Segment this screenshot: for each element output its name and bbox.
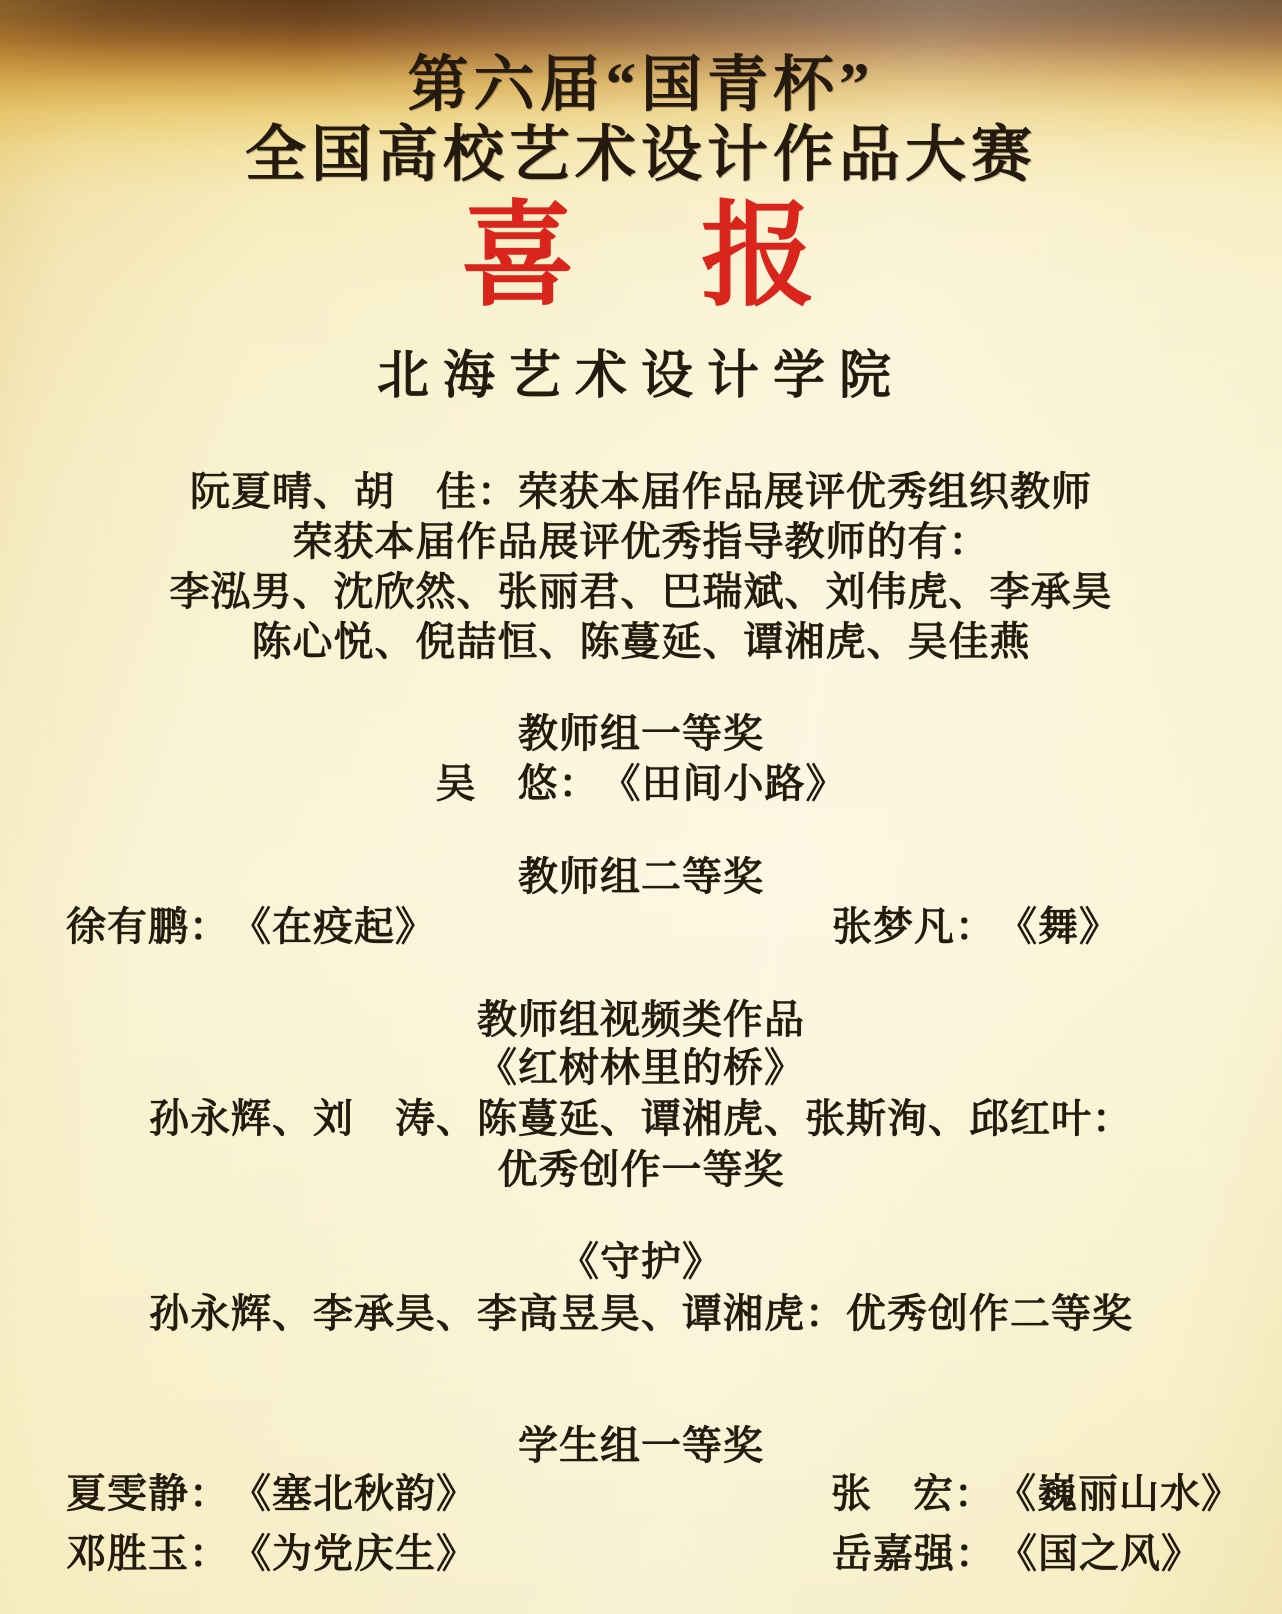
student-first-prize-row-2 xyxy=(0,1532,1282,1576)
competition-title-line-2: 全国高校艺术设计作品大赛 xyxy=(244,122,1037,189)
section-header-teacher-first-prize: 教师组一等奖 xyxy=(518,711,764,756)
student-entry-zhang-hong: 张 宏： 《巍丽山水》 xyxy=(831,1471,1242,1516)
good-news-banner: 喜 报 xyxy=(460,193,821,320)
teacher-second-prize-entry-left: 徐有鹏： 《在疫起》 xyxy=(66,904,436,949)
guidance-teachers-names-row-2: 陈心悦、倪喆恒、陈蔓延、谭湘虎、吴佳燕 xyxy=(251,619,1031,664)
section-header-teacher-second-prize: 教师组二等奖 xyxy=(518,854,764,899)
guidance-teachers-names-row-1: 李泓男、沈欣然、张丽君、巴瑞斌、刘伟虎、李承昊 xyxy=(169,569,1113,614)
video-work-authors: 孙永辉、刘 涛、陈蔓延、谭湘虎、张斯洵、邱红叶： xyxy=(149,1096,1133,1141)
section-header-student-first-prize: 学生组一等奖 xyxy=(518,1423,764,1468)
guardian-authors-award-second: 孙永辉、李承昊、李高昱昊、谭湘虎：优秀创作二等奖 xyxy=(149,1291,1133,1336)
video-work-title-mangrove-bridge: 《红树林里的桥》 xyxy=(477,1045,805,1090)
competition-title-line-1: 第六届“国青杯” xyxy=(407,52,875,119)
student-first-prize-row-1 xyxy=(0,1472,1282,1516)
student-entry-deng-shengyu: 邓胜玉： 《为党庆生》 xyxy=(66,1531,477,1576)
school-name: 北海艺术设计学院 xyxy=(376,348,905,405)
section-header-teacher-video-works: 教师组视频类作品 xyxy=(477,997,805,1042)
teacher-second-prize-row xyxy=(0,905,1282,949)
student-entry-yue-jiaqiang: 岳嘉强： 《国之风》 xyxy=(832,1531,1202,1576)
intro-guidance-teachers-label: 荣获本届作品展评优秀指导教师的有： xyxy=(292,519,990,564)
teacher-second-prize-entry-right: 张梦凡： 《舞》 xyxy=(832,904,1120,949)
teacher-first-prize-entry: 吴 悠： 《田间小路》 xyxy=(435,761,847,806)
video-work-award-first: 优秀创作一等奖 xyxy=(497,1147,785,1192)
student-entry-xia-wenjing: 夏雯静： 《塞北秋韵》 xyxy=(66,1471,477,1516)
intro-organizing-teachers: 阮夏晴、胡 佳：荣获本届作品展评优秀组织教师 xyxy=(190,469,1092,514)
video-work-title-guardian: 《守护》 xyxy=(559,1239,723,1284)
